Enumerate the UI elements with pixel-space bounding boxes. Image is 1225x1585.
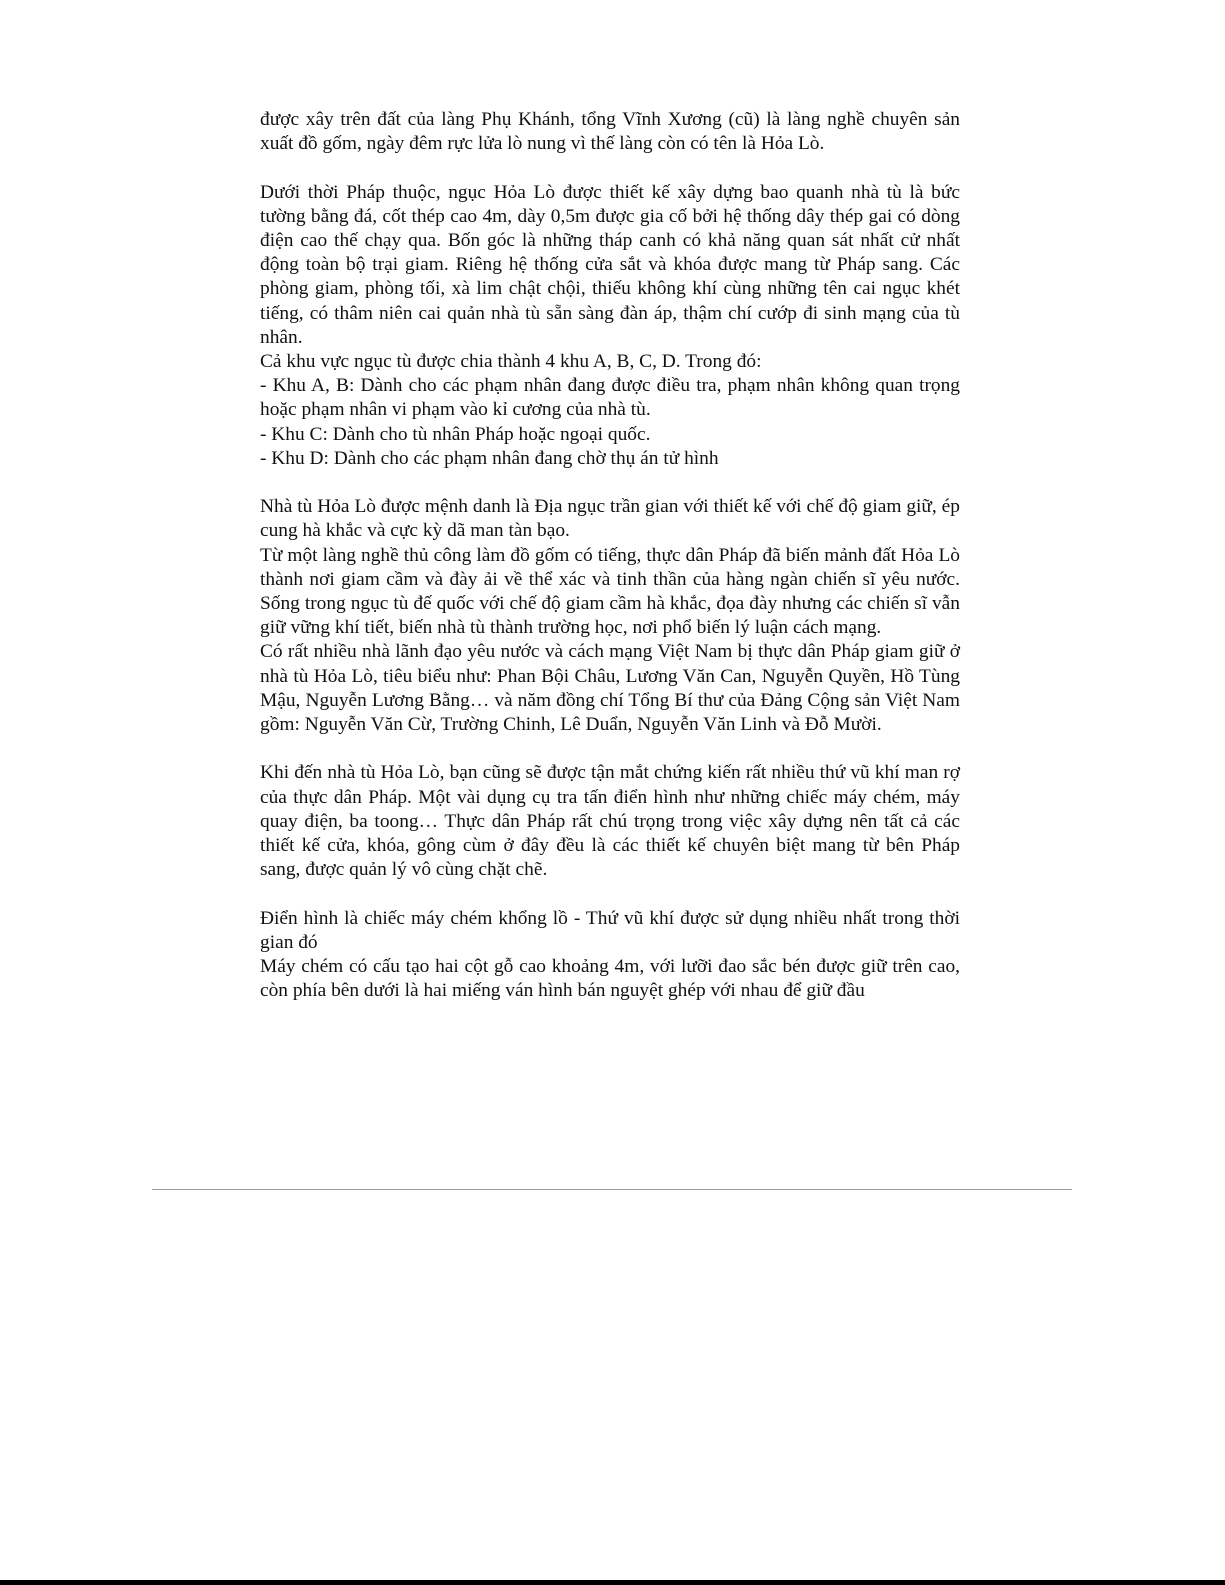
paragraph-weapons: Khi đến nhà tù Hỏa Lò, bạn cũng sẽ được tận mắt chứng kiến rất nhiều thứ vũ khí man rợ của thực dân Pháp. Một vài dụng cụ tra tấn điển hình như những chiếc máy chém, máy quay điện, ba toong… Thực dân Pháp rất chú trọng trong việc xây dựng nên tất cả các thiết kế cửa, khóa, gông cùm ở đây đều là các thiết kế chuyên biệt mang từ bên Pháp sang, được quản lý vô cùng chặt chẽ. <box>260 762 960 881</box>
list-item-zone-ab: - Khu A, B: Dành cho các phạm nhân đang được điều tra, phạm nhân không quan trọng hoặc phạm nhân vi phạm vào kỉ cương của nhà tù. <box>260 375 960 421</box>
bottom-edge-bar <box>0 1580 1225 1585</box>
paragraph-gap <box>260 471 960 495</box>
paragraph-pottery-village: Từ một làng nghề thủ công làm đồ gốm có tiếng, thực dân Pháp đã biến mảnh đất Hỏa Lò thành nơi giam cầm và đày ải về thể xác và tinh thần của hàng ngàn chiến sĩ yêu nước. Sống trong ngục tù đế quốc với chế độ giam cầm hà khắc, đọa đày nhưng các chiến sĩ vẫn giữ vững khí tiết, biến nhà tù thành trường học, nơi phổ biến lý luận cách mạng. <box>260 544 960 639</box>
document-body <box>260 108 960 1003</box>
list-item-zone-c: - Khu C: Dành cho tù nhân Pháp hoặc ngoại quốc. <box>260 423 651 445</box>
paragraph-gap <box>260 156 960 180</box>
paragraph-leaders: Có rất nhiều nhà lãnh đạo yêu nước và cách mạng Việt Nam bị thực dân Pháp giam giữ ở nhà tù Hỏa Lò, tiêu biểu như: Phan Bội Châu, Lương Văn Can, Nguyễn Quyền, Hồ Tùng Mậu, Nguyễn Lương Bằng… và năm đồng chí Tổng Bí thư của Đảng Cộng sản Việt Nam gồm: Nguyễn Văn Cừ, Trường Chinh, Lê Duẩn, Nguyễn Văn Linh và Đỗ Mười. <box>260 641 960 736</box>
paragraph-hell-on-earth: Nhà tù Hỏa Lò được mệnh danh là Địa ngục trần gian với thiết kế với chế độ giam giữ, ép cung hà khắc và cực kỳ dã man tàn bạo. <box>260 496 960 542</box>
paragraph-guillotine-structure: Máy chém có cấu tạo hai cột gỗ cao khoảng 4m, với lưỡi đao sắc bén được giữ trên cao, còn phía bên dưới là hai miếng ván hình bán nguyệt ghép với nhau để giữ đầu <box>260 956 960 1002</box>
paragraph-gap <box>260 737 960 761</box>
paragraph-prison-design: Dưới thời Pháp thuộc, ngục Hỏa Lò được thiết kế xây dựng bao quanh nhà tù là bức tường bằng đá, cốt thép cao 4m, dày 0,5m được gia cố bởi hệ thống dây thép gai có dòng điện cao thế chạy qua. Bốn góc là những tháp canh có khả năng quan sát nhất cử nhất động toàn bộ trại giam. Riêng hệ thống cửa sắt và khóa được mang từ Pháp sang. Các phòng giam, phòng tối, xà lim chật chội, thiếu không khí cùng những tên cai ngục khét tiếng, có thâm niên cai quản nhà tù sẵn sàng đàn áp, thậm chí cướp đi sinh mạng của tù nhân. <box>260 181 960 348</box>
paragraph-gap <box>260 882 960 906</box>
page-divider <box>152 1189 1072 1190</box>
paragraph-intro: được xây trên đất của làng Phụ Khánh, tổng Vĩnh Xương (cũ) là làng nghề chuyên sản xuất đồ gốm, ngày đêm rực lửa lò nung vì thế làng còn có tên là Hỏa Lò. <box>260 109 960 155</box>
paragraph-guillotine-heading: Điển hình là chiếc máy chém khổng lồ - Thứ vũ khí được sử dụng nhiều nhất trong thời gian đó <box>260 907 960 953</box>
list-item-zone-d: - Khu D: Dành cho các phạm nhân đang chờ thụ án tử hình <box>260 447 719 469</box>
paragraph-zones-intro: Cả khu vực ngục tù được chia thành 4 khu A, B, C, D. Trong đó: <box>260 351 762 373</box>
